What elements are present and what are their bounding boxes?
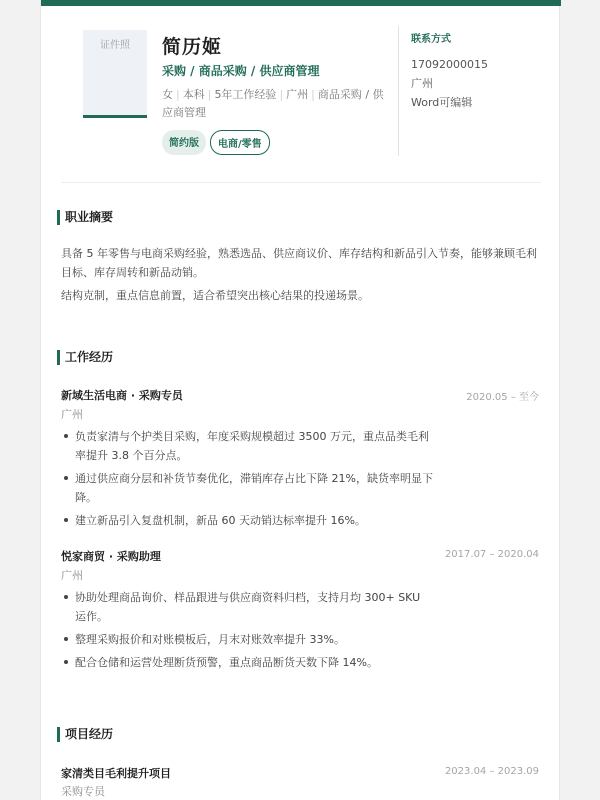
job-date: 2017.07 – 2020.04 bbox=[444, 549, 539, 560]
section-title-projects: 项目经历 bbox=[57, 727, 113, 742]
meta-field: 商品采购 / 供应商管理 bbox=[162, 88, 384, 119]
job-title: 悦家商贸 · 采购助理 bbox=[61, 550, 161, 563]
summary-text bbox=[61, 244, 541, 309]
meta-experience: 5年工作经验 bbox=[214, 88, 277, 101]
tag-industry: 电商/零售 bbox=[210, 130, 270, 155]
job-bullet: 建立新品引入复盘机制，新品 60 天动销达标率提升 16%。 bbox=[61, 511, 433, 530]
job-bullet: 整理采购报价和对账模板后，月末对账效率提升 33%。 bbox=[61, 630, 433, 649]
job-bullet: 配合仓储和运营处理断货预警，重点商品断货天数下降 14%。 bbox=[61, 653, 433, 672]
target-role: 采购 / 商品采购 / 供应商管理 bbox=[162, 64, 320, 78]
resume-page bbox=[40, 0, 560, 800]
contact-phone: 17092000015 bbox=[411, 58, 488, 71]
contact-title: 联系方式 bbox=[411, 34, 451, 45]
job-bullets bbox=[61, 588, 433, 676]
job-location: 广州 bbox=[61, 569, 83, 582]
contact-city: 广州 bbox=[411, 77, 433, 90]
tag-simple-version: 简约版 bbox=[162, 130, 206, 155]
job-title: 新域生活电商 · 采购专员 bbox=[61, 389, 183, 402]
project-title: 家清类目毛利提升项目 bbox=[61, 767, 171, 780]
top-accent-bar bbox=[41, 0, 561, 6]
tag-group bbox=[162, 130, 270, 155]
section-title-experience: 工作经历 bbox=[57, 350, 113, 365]
header-vertical-divider bbox=[398, 26, 399, 156]
id-photo-placeholder bbox=[83, 30, 147, 118]
personal-meta: 女 | 本科 | 5年工作经验 | 广州 | 商品采购 / 供应商管理 bbox=[162, 88, 384, 119]
meta-education: 本科 bbox=[182, 88, 205, 101]
summary-paragraph: 具备 5 年零售与电商采购经验，熟悉选品、供应商议价、库存结构和新品引入节奏，能够兼顾毛利目标、库存周转和新品动销。 bbox=[61, 247, 537, 279]
candidate-name: 简历姬 bbox=[162, 36, 223, 58]
summary-paragraph: 结构克制，重点信息前置，适合希望突出核心结果的投递场景。 bbox=[61, 289, 369, 302]
header-divider bbox=[61, 182, 541, 183]
meta-city: 广州 bbox=[286, 88, 309, 101]
meta-gender: 女 bbox=[162, 88, 173, 101]
section-title-summary: 职业摘要 bbox=[57, 210, 113, 225]
job-bullet: 协助处理商品询价、样品跟进与供应商资料归档，支持月均 300+ SKU 运作。 bbox=[61, 588, 433, 626]
job-bullet: 通过供应商分层和补货节奏优化，滞销库存占比下降 21%，缺货率明显下降。 bbox=[61, 469, 433, 507]
contact-note: Word可编辑 bbox=[411, 96, 473, 109]
project-role: 采购专员 bbox=[61, 785, 105, 798]
job-location: 广州 bbox=[61, 408, 83, 421]
job-date: 2020.05 – 至今 bbox=[466, 392, 539, 403]
project-date: 2023.04 – 2023.09 bbox=[444, 766, 539, 777]
photo-label: 证件照 bbox=[100, 40, 130, 51]
contact-block bbox=[411, 30, 488, 112]
job-bullets bbox=[61, 427, 433, 534]
job-bullet: 负责家清与个护类目采购，年度采购规模超过 3500 万元，重点品类毛利率提升 3.8 个百分点。 bbox=[61, 427, 433, 465]
